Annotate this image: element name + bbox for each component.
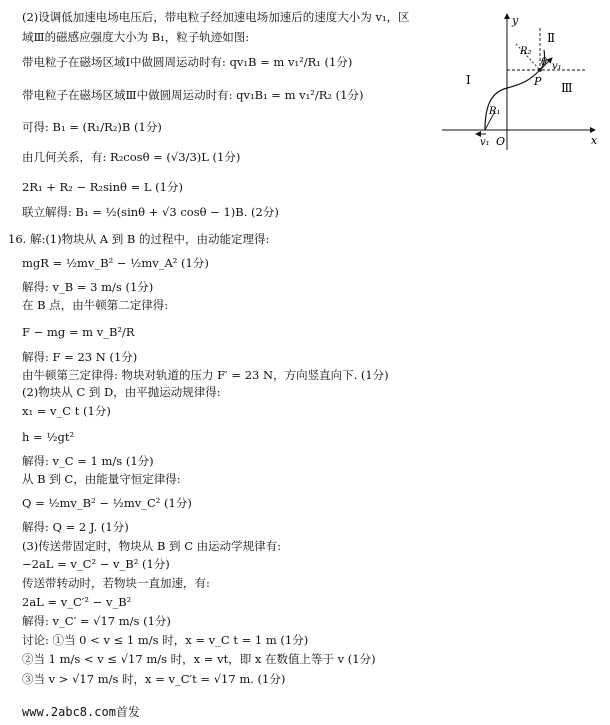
region-3-label: Ⅲ [561,81,573,95]
line-23: −2aL = v_C² − v_B² (1分) [22,557,170,571]
line-1: 域Ⅲ的磁感应强度大小为 B₁，粒子轨迹如图: [22,30,250,44]
axis-x-label: x [591,134,598,147]
line-20: Q = ½mv_B² − ½mv_C² (1分) [22,496,192,510]
line-14: 由牛顿第三定律得: 物块对轨道的压力 F′ = 23 N，方向竖直向下. (1分) [22,368,389,382]
line-29: ③当 v > √17 m/s 时，x = v_C′t = √17 m. (1分) [22,672,286,686]
v1-bottom-label: v₁ [480,137,490,148]
region-2-label: Ⅱ [547,31,556,45]
r1-label: R₁ [489,106,501,117]
line-27: 讨论: ①当 0 < v ≤ 1 m/s 时，x = v_C t = 1 m (1分) [22,633,309,647]
line-18: 解得: v_C = 1 m/s (1分) [22,454,154,468]
line-4: 可得: B₁ = (R₁/R₂)B (1分) [22,120,162,134]
line-28: ②当 1 m/s < v ≤ √17 m/s 时，x = vt，即 x 在数值上等于 v (1分) [22,652,376,666]
line-11: 在 B 点，由牛顿第二定律得: [22,298,169,312]
line-25: 2aL = v_C′² − v_B² [22,595,132,609]
r2-label: R₂ [520,46,532,57]
line-26: 解得: v_C′ = √17 m/s (1分) [22,614,171,628]
origin-label: O [496,135,506,148]
line-19: 从 B 到 C，由能量守恒定律得: [22,472,181,486]
line-12: F − mg = m v_B²/R [22,325,135,339]
trajectory-diagram [440,8,600,153]
line-16: x₁ = v_C t (1分) [22,404,111,418]
line-15: (2)物块从 C 到 D，由平抛运动规律得: [22,385,221,399]
trajectory-figure [440,8,600,153]
line-17: h = ½gt² [22,430,75,444]
line-21: 解得: Q = 2 J. (1分) [22,520,129,534]
point-p-dot [538,68,542,72]
trajectory-arc [485,50,548,130]
line-13: 解得: F = 23 N (1分) [22,350,138,364]
footer-watermark: www.2abc8.com首发 [22,705,140,719]
point-p-label: P [534,75,542,88]
theta-label: θ [541,57,548,68]
line-3: 带电粒子在磁场区域Ⅲ中做圆周运动时有: qv₁B₁ = m v₁²/R₂ (1分) [22,88,364,102]
line-6: 2R₁ + R₂ − R₂sinθ = L (1分) [22,180,183,194]
line-8: 16. 解:(1)物块从 A 到 B 的过程中，由动能定理得: [8,232,270,246]
line-10: 解得: v_B = 3 m/s (1分) [22,280,154,294]
line-5: 由几何关系，有: R₂cosθ = (√3/3)L (1分) [22,150,241,164]
v1-top-label: v₁ [552,61,562,72]
line-24: 传送带转动时，若物块一直加速，有: [22,576,210,590]
line-2: 带电粒子在磁场区域Ⅰ中做圆周运动时有: qv₁B = m v₁²/R₁ (1分) [22,55,353,69]
axis-y-label: y [512,14,519,27]
line-22: (3)传送带固定时，物块从 B 到 C 由运动学规律有: [22,539,282,553]
line-9: mgR = ½mv_B² − ½mv_A² (1分) [22,256,209,270]
line-7: 联立解得: B₁ = ½(sinθ + √3 cosθ − 1)B. (2分) [22,205,279,219]
region-1-label: Ⅰ [466,73,471,87]
line-0: (2)设调低加速电场电压后，带电粒子经加速电场加速后的速度大小为 v₁，区 [22,10,410,24]
